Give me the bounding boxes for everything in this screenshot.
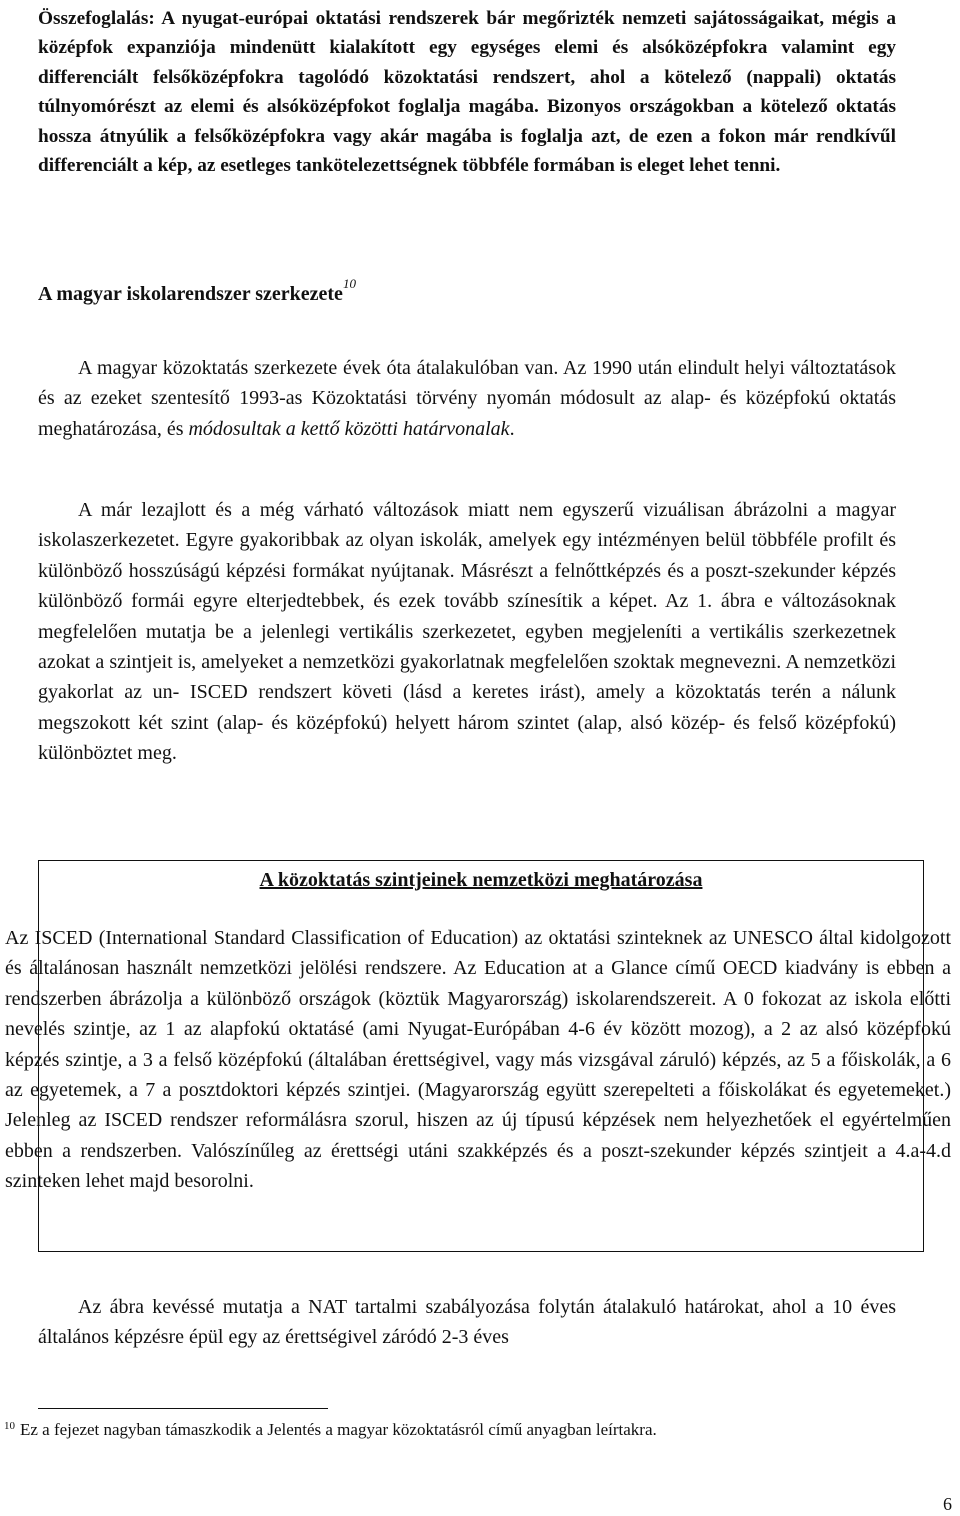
document-page	[4, 0, 951, 1439]
paragraph-visualisation: A már lezajlott és a még várható változások miatt nem egyszerű vizuálisan ábrázolni a magyar iskolaszerkezetet. Egyre gyakoribbak az olyan iskolák, amelyek egy intézményen belül többféle profilt és különböző hosszúságú képzési formákat nyújtanak. Másrészt a felnőttképzés és a poszt-szekunder képzés különböző formái egyre elterjedtebbek, és ezek tovább színesítik a képet. Az 1. ábra e változásoknak megfelelően mutatja be a jelenlegi vertikális szerkezetet, egyben megjeleníti a vertikális szerkezetnek azokat a szintjeit is, amelyeket a nemzetközi gyakorlatnak megfelelően szoktak megnevezni. A nemzetközi gyakorlat az un- ISCED rendszert követi (lásd a keretes irást), amely a közoktatás terén a nálunk megszokott két szint (alap- és középfokú) helyett három szintet (alap, alsó közép- és felső középfokú) különböztet meg.	[38, 499, 896, 765]
footnote-reference[interactable]: 10	[342, 276, 356, 291]
footnote-divider	[38, 1408, 328, 1409]
section-heading-text: A magyar iskolarendszer szerkezete	[38, 283, 343, 305]
footnote-text: Ez a fejezet nagyban támaszkodik a Jelentés a magyar közoktatásról című anyagban leírtakra.	[20, 1420, 657, 1439]
paragraph-structure-change	[38, 353, 896, 444]
summary-label: Összefoglalás:	[38, 8, 155, 29]
footnote-number: 10	[4, 1420, 15, 1432]
summary-text: A nyugat-európai oktatási rendszerek bár megőrizték nemzeti sajátosságaikat, mégis a középfok expanziója mindenütt kialakított egy egységes elemi és alsóközépfokra valamint egy differenciált felsőközépfokra tagolódó közoktatási rendszert, ahol a kötelező (nappali) oktatás túlnyomórészt az elemi és alsóközépfokot foglalja magába. Bizonyos országokban a kötelező oktatás hossza átnyúlik a felsőközépfokra vagy akár magába is foglalja azt, de ezen a fokon már rendkívűl differenciált a kép, az esetleges tankötelezettségnek többféle formában is eleget lehet tenni.	[38, 8, 896, 177]
paragraph-text: A magyar közoktatás szerkezete évek óta átalakulóban van. Az 1990 után elindult helyi változtatások és az ezeket szentesítő 1993-as Közoktatási törvény nyomán módosult az alap- és középfokú oktatás meghatározása, és	[38, 357, 896, 440]
isced-info-box	[5, 860, 951, 1252]
box-title: A közoktatás szintjeinek nemzetközi meghatározása	[259, 869, 703, 891]
paragraph-end: .	[509, 417, 515, 440]
emphasis-text: módosultak a kettő közötti határvonalak	[188, 417, 510, 440]
section-heading	[38, 276, 356, 306]
box-text: Az ISCED (International Standard Classification of Education) az oktatási szinteknek az UNESCO által kidolgozott és általánosan használt nemzetközi jelölési rendszere. Az Education at a Glance című OECD kiadvány is ebben a rendszerben ábrázolja a különböző országok (köztük Magyarország) iskolarendszereit. A 0 fokozat az iskola előtti nevelés szintje, az 1 az alapfokú oktatásé (ami Nyugat-Európában 4-6 év között mozog), a 2 az alsó középfokú képzés szintje, a 3 a felső középfokú (általában érettségivel, vagy más vizsgával záruló) képzés, az 5 a főiskolák, a 6 az egyetemek, a 7 a posztdoktori képzés szintjei. (Magyarország együtt szerepelteti a főiskolákat és egyetemeket.) Jelenleg az ISCED rendszer reformálásra szorul, hiszen az új típusú képzések nem helyezhetőek el egyértelműen ebben a rendszerben. Valószínűleg az érettségi utáni szakképzés és a poszt-szekunder képzés szintjeit a 4.a-4.d szinteken lehet majd besorolni.	[5, 927, 951, 1193]
footnote	[4, 1415, 657, 1441]
paragraph-nat: Az ábra kevéssé mutatja a NAT tartalmi szabályozása folytán átalakuló határokat, ahol a 10 éves általános képzésre épül egy az érettségivel záródó 2-3 éves	[38, 1296, 896, 1349]
summary-paragraph	[38, 0, 896, 180]
page-number: 6	[943, 1494, 952, 1514]
